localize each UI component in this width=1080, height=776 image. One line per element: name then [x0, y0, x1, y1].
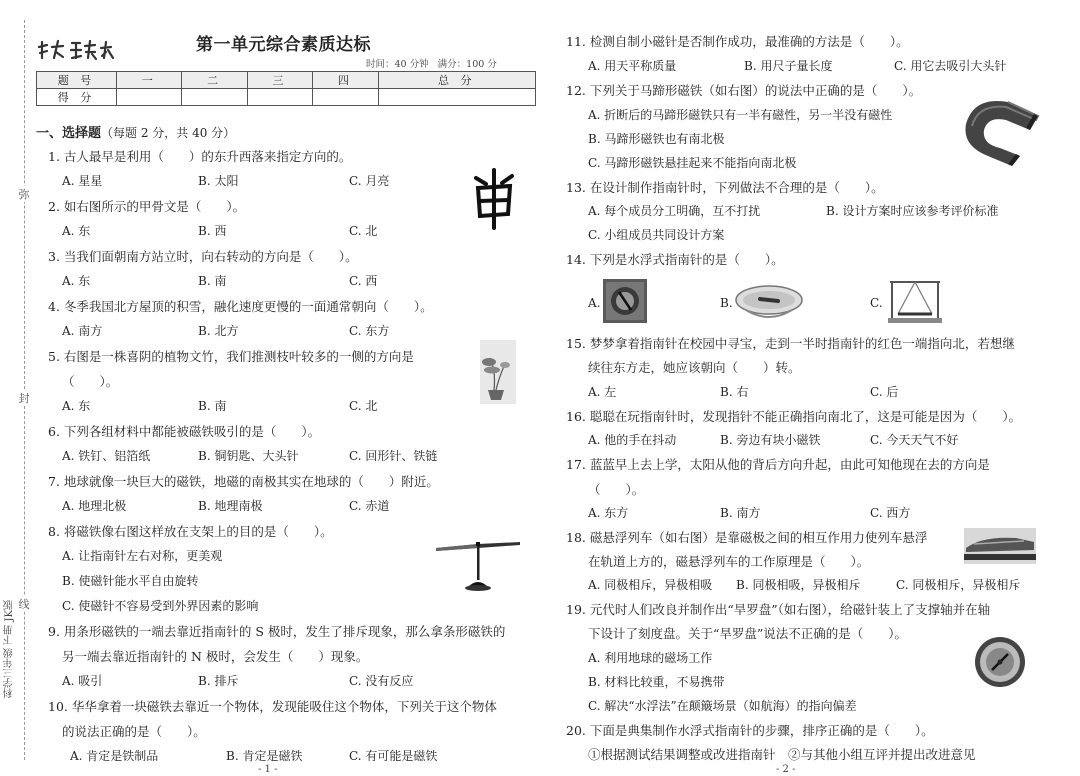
question-stem: 16. 聪聪在玩指南针时，发现指针不能正确指向南北了，这是可能是因为（ ）。	[566, 409, 1022, 424]
option-b[interactable]: B. 右	[720, 385, 749, 399]
option-b[interactable]: B. 南	[198, 399, 227, 413]
option-b[interactable]: B. 地理南极	[198, 499, 263, 513]
score-header-cell: 二	[182, 72, 247, 89]
question-stem: 1. 古人最早是利用（ ）的东升西落来指定方向的。	[48, 149, 352, 164]
option-c[interactable]: C.	[870, 296, 883, 310]
magnet-on-stand-image	[432, 528, 524, 594]
page-number: - 2 -	[776, 764, 796, 775]
score-header-cell: 一	[117, 72, 182, 89]
question-stem: 12. 下列关于马蹄形磁铁（如右图）的说法中正确的是（ ）。	[566, 83, 922, 98]
option-b[interactable]: B. 用尺子量长度	[744, 59, 833, 73]
question-stem: 10. 华华拿着一块磁铁去靠近一个物体，发现能吸住这个物体，下列关于这个物体	[48, 699, 497, 714]
option-b[interactable]: B. 设计方案时应该参考评价标准	[826, 204, 999, 218]
question-stem: 6. 下列各组材料中都能被磁铁吸引的是（ ）。	[48, 424, 321, 439]
question-continuation: （ ）。	[62, 374, 119, 389]
option-b[interactable]: B. 南方	[720, 506, 761, 520]
score-header-cell: 总 分	[378, 72, 535, 89]
option-c[interactable]: C. 后	[870, 385, 899, 399]
option-a[interactable]: A. 星星	[62, 174, 103, 188]
score-cell[interactable]	[117, 89, 182, 106]
question-continuation: 另一端去靠近指南针的 N 极时，会发生（ ）现象。	[62, 649, 369, 664]
right-page	[566, 0, 1066, 776]
option-c[interactable]: C. 同极相斥，异极相斥	[896, 578, 1021, 592]
question-stem: 8. 将磁铁像右图这样放在支架上的目的是（ ）。	[48, 524, 333, 539]
question-stem: 11. 检测自制小磁针是否制作成功，最准确的方法是（ ）。	[566, 34, 909, 49]
binding-char-1: 弥	[18, 188, 30, 201]
binding-strip	[0, 0, 34, 776]
option-a[interactable]: A. 折断后的马蹄形磁铁只有一半有磁性，另一半没有磁性	[588, 108, 893, 122]
option-a[interactable]: A. 东方	[588, 506, 629, 520]
full-score: 满分：100 分	[437, 59, 497, 70]
option-c[interactable]: C. 北	[349, 224, 378, 238]
maglev-train-image	[964, 528, 1036, 564]
option-c[interactable]: C. 没有反应	[349, 674, 414, 688]
score-header-cell: 四	[313, 72, 378, 89]
question-stem: 19. 元代时人们改良并制作出“旱罗盘”（如右图），给磁针装上了支撑轴并在轴	[566, 602, 991, 617]
option-b[interactable]: B. 北方	[198, 324, 239, 338]
question-stem: 3. 当我们面朝南方站立时，向右转动的方向是（ ）。	[48, 249, 358, 264]
question-stem: 13. 在设计制作指南针时，下列做法不合理的是（ ）。	[566, 180, 884, 195]
question-stem: 20. 下面是典集制作水浮式指南针的步骤，排序正确的是（ ）。	[566, 723, 934, 738]
option-b[interactable]: B. 铜钥匙、大头针	[198, 449, 299, 463]
option-a[interactable]: A. 利用地球的磁场工作	[588, 651, 713, 665]
question-continuation: 续往东方走，她应该朝向（ ）转。	[588, 360, 801, 375]
option-c[interactable]: C. 回形针、铁链	[349, 449, 438, 463]
question-stem: 7. 地球就像一块巨大的磁铁，地磁的南极其实在地球的（ ）附近。	[48, 474, 439, 489]
section-note: （每题 2 分，共 40 分）	[101, 126, 236, 140]
option-a[interactable]: A. 他的手在抖动	[588, 433, 677, 447]
option-a[interactable]: A. 南方	[62, 324, 103, 338]
score-header-cell: 三	[247, 72, 312, 89]
step-list: ①根据测试结果调整或改进指南针 ②与其他小组互评并提出改进意见	[588, 747, 976, 762]
question-continuation: 的说法正确的是（ ）。	[62, 724, 206, 739]
question-continuation: 在轨道上方的，磁悬浮列车的工作原理是（ ）。	[588, 554, 870, 569]
option-a[interactable]: A. 吸引	[62, 674, 103, 688]
option-b[interactable]: B. 太阳	[198, 174, 239, 188]
question-stem: 4. 冬季我国北方屋顶的积雪，融化速度更慢的一面通常朝向（ ）。	[48, 299, 433, 314]
option-b[interactable]: B. 马蹄形磁铁也有南北极	[588, 132, 725, 146]
option-c[interactable]: C. 解决“水浮法”在颠簸场景（如航海）的指向偏差	[588, 699, 857, 713]
option-a[interactable]: A. 地理北极	[62, 499, 127, 513]
option-a[interactable]: A. 铁钉、铝箔纸	[62, 449, 151, 463]
option-c[interactable]: C. 有可能是磁铁	[349, 749, 438, 763]
option-b[interactable]: B. 旁边有块小磁铁	[720, 433, 821, 447]
option-c[interactable]: C. 月亮	[349, 174, 390, 188]
score-cell[interactable]	[247, 89, 312, 106]
dry-compass-image	[974, 636, 1026, 688]
option-a[interactable]: A. 同极相斥，异极相吸	[588, 578, 713, 592]
question-stem: 15. 梦梦拿着指南针在校园中寻宝，走到一半时指南针的红色一端指向北，若想继	[566, 336, 1015, 351]
option-a[interactable]: A. 东	[62, 274, 91, 288]
option-b[interactable]: B. 排斥	[198, 674, 239, 688]
score-cell[interactable]	[378, 89, 535, 106]
question-stem: 5. 右图是一株喜阴的植物文竹，我们推测枝叶较多的一侧的方向是	[48, 349, 414, 364]
option-b[interactable]: B. 南	[198, 274, 227, 288]
score-table	[36, 71, 536, 106]
option-a[interactable]: A.	[588, 296, 601, 310]
question-stem: 9. 用条形磁铁的一端去靠近指南针的 S 极时，发生了排斥现象，那么拿条形磁铁的	[48, 624, 506, 639]
section-title: 一、选择题	[36, 126, 102, 141]
option-a[interactable]: A. 每个成员分工明确，互不打扰	[588, 204, 761, 218]
binding-char-2: 封	[18, 392, 30, 405]
left-page	[36, 0, 536, 776]
square-compass-image	[602, 278, 648, 324]
option-a[interactable]: A. 让指南针左右对称，更美观	[62, 549, 223, 563]
option-c[interactable]: C. 小组成员共同设计方案	[588, 228, 725, 242]
water-bowl-compass-image	[734, 282, 804, 322]
option-b[interactable]: B.	[720, 296, 733, 310]
option-c[interactable]: C. 今天天气不好	[870, 433, 959, 447]
option-c[interactable]: C. 使磁针不容易受到外界因素的影响	[62, 599, 259, 613]
hanging-needle-compass-image	[884, 276, 946, 324]
question-stem: 14. 下列是水浮式指南针的是（ ）。	[566, 252, 784, 267]
option-c[interactable]: C. 东方	[349, 324, 390, 338]
option-a[interactable]: A. 东	[62, 224, 91, 238]
option-b[interactable]: B. 材料比较重，不易携带	[588, 675, 725, 689]
option-a[interactable]: A. 用天平称质量	[588, 59, 677, 73]
option-c[interactable]: C. 马蹄形磁铁悬挂起来不能指向南北极	[588, 156, 797, 170]
option-a[interactable]: A. 肯定是铁制品	[70, 749, 159, 763]
binding-char-3: 线	[18, 598, 30, 611]
option-b[interactable]: B. 肯定是磁铁	[226, 749, 303, 763]
option-b[interactable]: B. 西	[198, 224, 227, 238]
option-b[interactable]: B. 使磁针能水平自由旋转	[62, 574, 199, 588]
horseshoe-magnet-image	[958, 96, 1042, 168]
page-title: 第一单元综合素质达标	[196, 35, 371, 55]
question-stem: 17. 蓝蓝早上去上学，太阳从他的背后方向升起，由此可知他现在去的方向是	[566, 457, 990, 472]
page-number: - 1 -	[258, 764, 278, 775]
section-heading	[36, 122, 235, 141]
score-header-cell: 题 号	[37, 72, 117, 89]
oracle-bone-glyph-icon	[472, 168, 516, 230]
option-c[interactable]: C. 北	[349, 399, 378, 413]
option-a[interactable]: A. 东	[62, 399, 91, 413]
question-continuation: 下设计了刻度盘。关于“旱罗盘”说法不正确的是（ ）。	[588, 626, 908, 641]
potted-plant-image	[480, 340, 516, 404]
grade-label: 科学三年级 下册 JK版	[4, 600, 15, 698]
score-cell[interactable]	[182, 89, 247, 106]
question-stem: 2. 如右图所示的甲骨文是（ ）。	[48, 199, 246, 214]
publisher-logo	[38, 38, 124, 62]
time-limit: 时间：40 分钟	[366, 59, 429, 70]
question-continuation: （ ）。	[588, 482, 645, 497]
question-stem: 18. 磁悬浮列车（如右图）是靠磁极之间的相互作用力使列车悬浮	[566, 530, 928, 545]
option-b[interactable]: B. 同极相吸，异极相斥	[736, 578, 861, 592]
exam-meta	[366, 56, 497, 70]
score-row-label: 得 分	[37, 89, 117, 106]
option-c[interactable]: C. 赤道	[349, 499, 390, 513]
option-c[interactable]: C. 西方	[870, 506, 911, 520]
option-a[interactable]: A. 左	[588, 385, 617, 399]
option-c[interactable]: C. 西	[349, 274, 378, 288]
option-c[interactable]: C. 用它去吸引大头针	[894, 59, 1007, 73]
score-cell[interactable]	[313, 89, 378, 106]
